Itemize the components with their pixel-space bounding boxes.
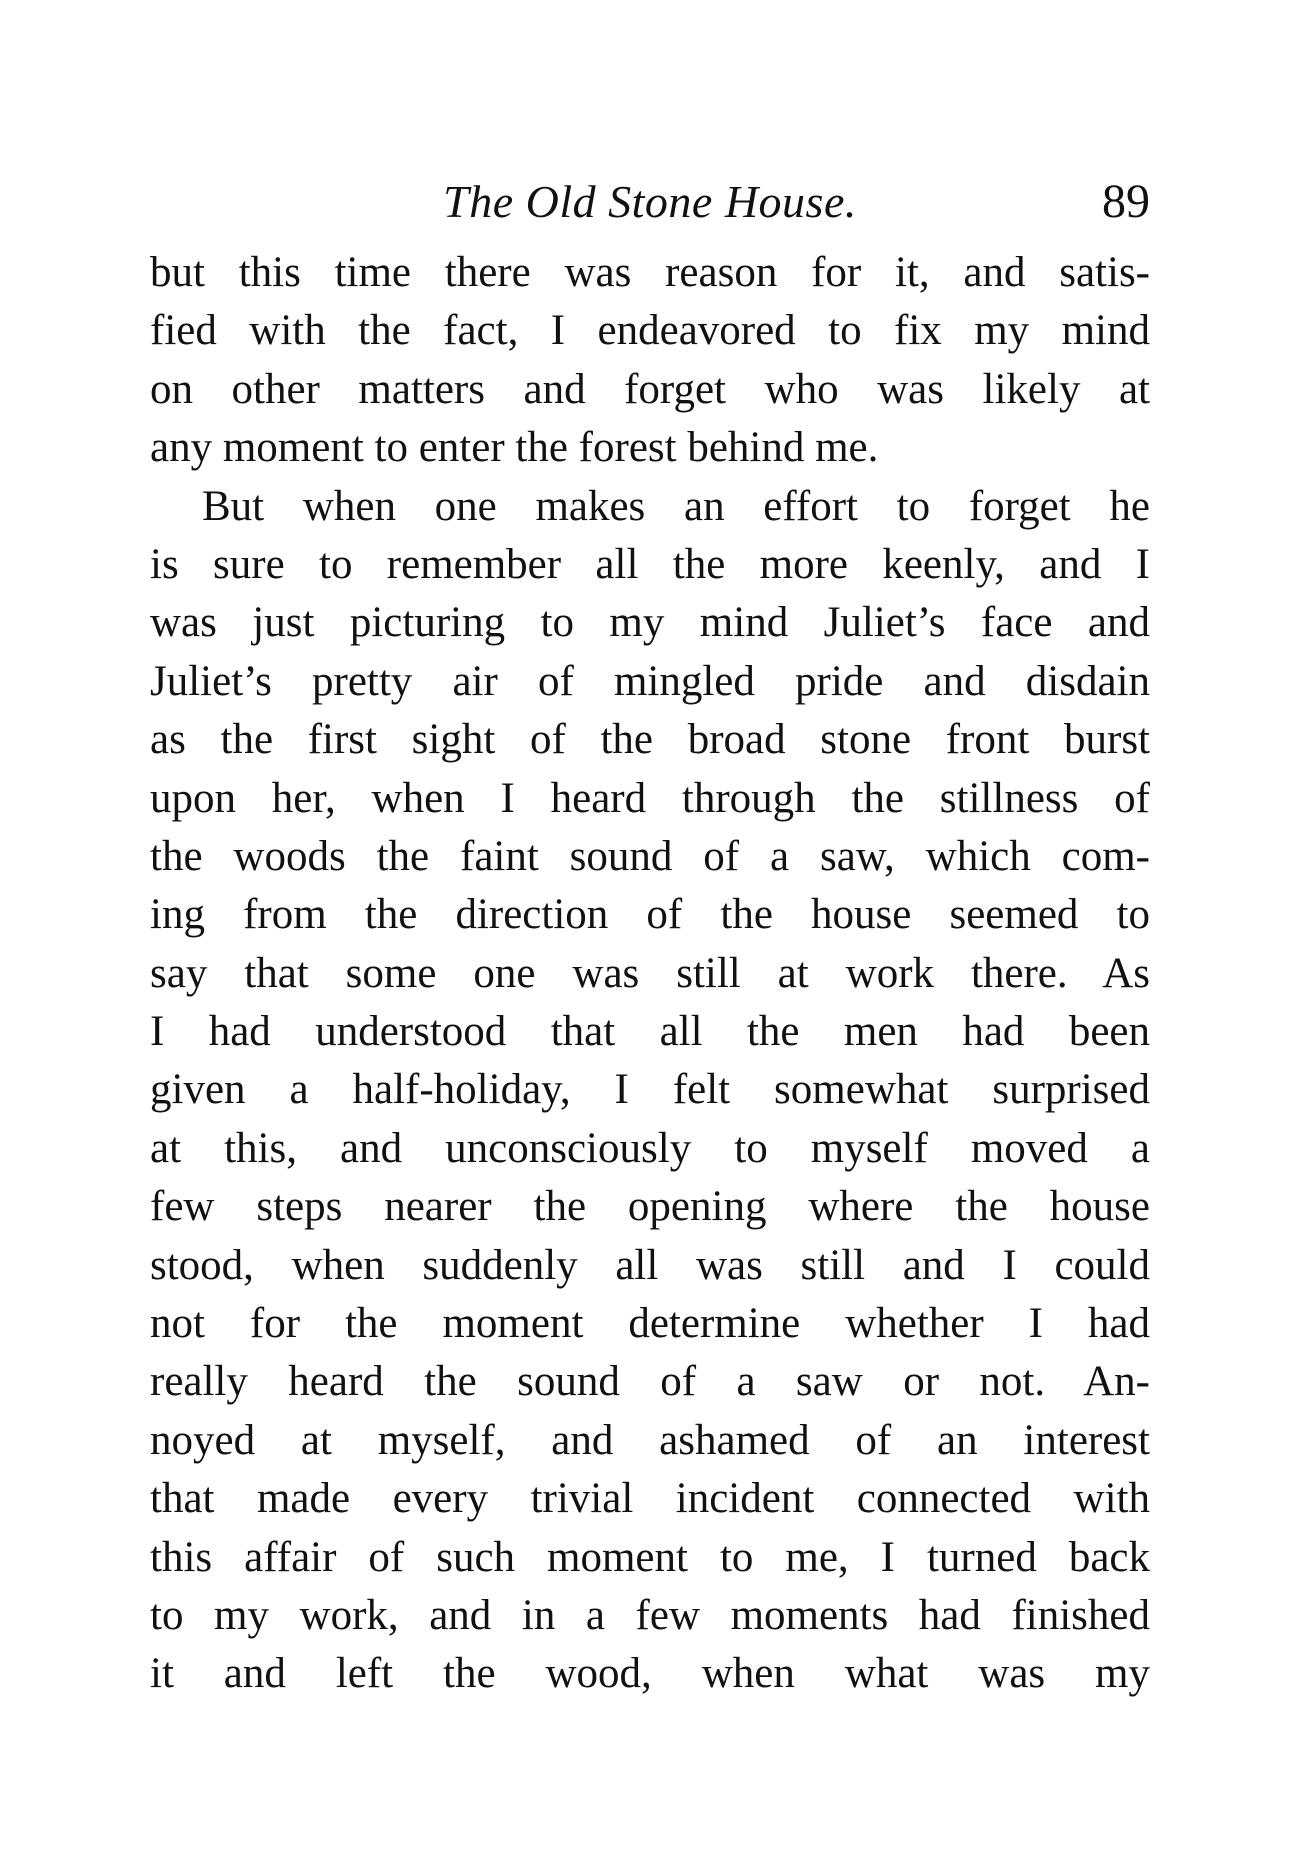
body-text — [150, 244, 1150, 1704]
text-line: that made every trivial incident connected with — [150, 1475, 1150, 1523]
text-line: not for the moment determine whether I had — [150, 1300, 1150, 1348]
text-line: on other matters and forget who was likely at — [150, 365, 1150, 413]
text-line: at this, and unconsciously to myself moved a — [150, 1124, 1150, 1172]
text-line: any moment to enter the forest behind me. — [150, 424, 879, 472]
text-line: stood, when suddenly all was still and I could — [150, 1241, 1150, 1289]
text-line: was just picturing to my mind Juliet’s face and — [150, 599, 1150, 647]
running-head — [150, 172, 1150, 242]
text-line: really heard the sound of a saw or not. An- — [150, 1358, 1150, 1406]
text-line: to my work, and in a few moments had finished — [150, 1591, 1150, 1639]
text-line: given a half-holiday, I felt somewhat surprised — [150, 1066, 1150, 1114]
text-line: But when one makes an effort to forget he — [202, 482, 1150, 530]
text-line: is sure to remember all the more keenly, and I — [150, 540, 1150, 588]
text-line: upon her, when I heard through the stillness of — [150, 774, 1150, 822]
text-line: noyed at myself, and ashamed of an interest — [150, 1416, 1150, 1464]
text-line: the woods the faint sound of a saw, which com- — [150, 832, 1150, 880]
text-line: as the first sight of the broad stone front burst — [150, 716, 1150, 764]
text-line: I had understood that all the men had been — [150, 1008, 1150, 1056]
text-line: Juliet’s pretty air of mingled pride and disdain — [150, 657, 1150, 705]
text-line: fied with the fact, I endeavored to fix my mind — [150, 307, 1150, 355]
text-line: say that some one was still at work there. As — [150, 949, 1150, 997]
text-line: but this time there was reason for it, and satis- — [150, 249, 1150, 296]
text-line: this affair of such moment to me, I turned back — [150, 1533, 1150, 1581]
paragraph-2 — [150, 478, 1150, 1704]
page-number: 89 — [1102, 175, 1150, 228]
paragraph-1 — [150, 244, 1150, 478]
text-line: ing from the direction of the house seemed to — [150, 891, 1150, 939]
text-line: few steps nearer the opening where the house — [150, 1183, 1150, 1231]
text-line: it and left the wood, when what was my — [150, 1650, 1150, 1698]
running-title: The Old Stone House. — [443, 176, 857, 227]
